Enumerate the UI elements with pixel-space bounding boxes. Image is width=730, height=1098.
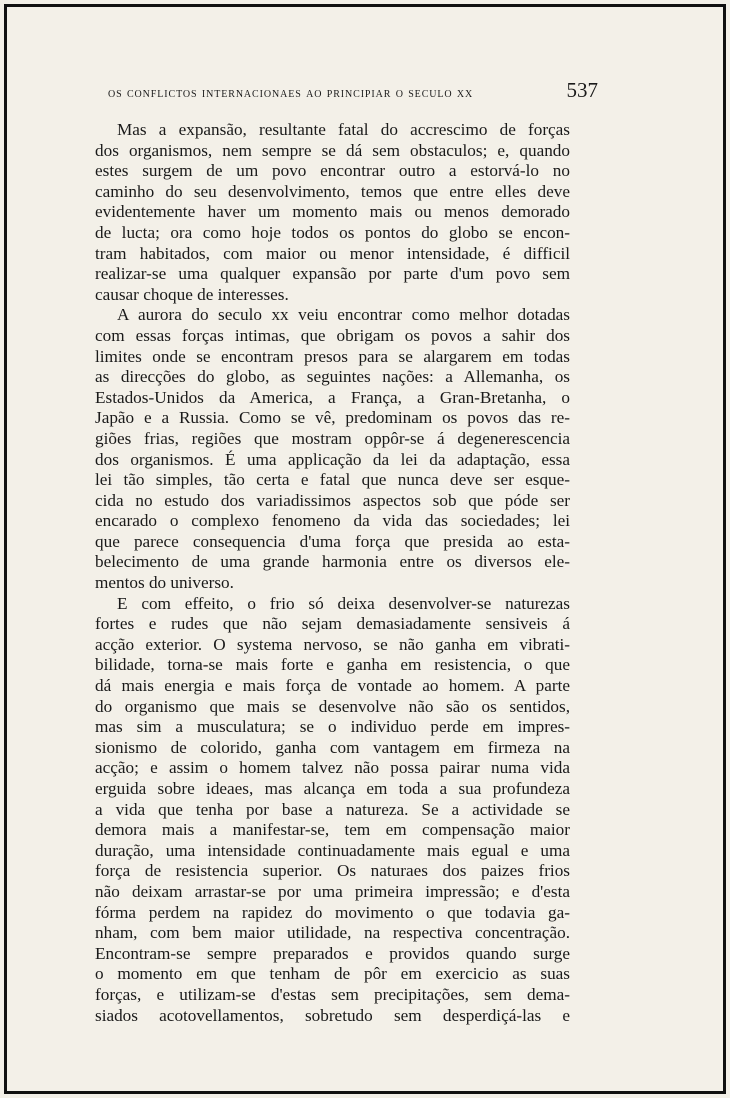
text-line: que parece consequencia d'uma força que presida ao esta- (95, 531, 570, 551)
text-line: não deixam arrastar-se por uma primeira impressão; e d'esta (95, 881, 570, 901)
text-line: Estados-Unidos da America, a França, a Gran-Bretanha, o (95, 387, 570, 407)
text-line: causar choque de interesses. (95, 284, 289, 304)
text-line: lei tão simples, tão certa e fatal que nunca deve ser esque- (95, 470, 570, 490)
text-line: mentos do universo. (95, 573, 234, 593)
text-line: Encontram-se sempre preparados e providos quando surge (95, 943, 570, 963)
text-line: tram habitados, com maior ou menor intensidade, é difficil (95, 243, 570, 263)
text-line: cida no estudo dos variadissimos aspectos sob que póde ser (95, 490, 570, 510)
text-line: a vida que tenha por base a natureza. Se a actividade se (95, 799, 570, 819)
text-line: força de resistencia superior. Os naturaes dos paizes frios (95, 861, 570, 881)
text-line: nham, com bem maior utilidade, na respectiva concentração. (95, 923, 570, 943)
text-line: bilidade, torna-se mais forte e ganha em resistencia, o que (95, 655, 570, 675)
text-line: dá mais energia e mais força de vontade ao homem. A parte (95, 676, 570, 696)
text-line: Japão e a Russia. Como se vê, predominam os povos das re- (95, 408, 570, 428)
text-line: acção exterior. O systema nervoso, se não ganha em vibrati- (95, 634, 570, 654)
running-title: os conflictos internacionaes ao principiar o seculo xx (108, 86, 474, 101)
text-line: E com effeito, o frio só deixa desenvolver-se naturezas (117, 593, 570, 613)
text-line: dos organismos, nem sempre se dá sem obstaculos; e, quando (95, 140, 570, 160)
text-line: de lucta; ora como hoje todos os pontos do globo se encon- (95, 222, 570, 242)
text-line: erguida sobre ideaes, mas alcança em toda a sua profundeza (95, 779, 570, 798)
text-line: evidentemente haver um momento mais ou menos demorado (95, 202, 570, 222)
text-line: o momento em que tenham de pôr em exercicio as suas (95, 964, 570, 984)
text-line: estes surgem de um povo encontrar outro a estorvá-lo no (95, 161, 570, 181)
body-text (95, 120, 570, 1026)
text-line: limites onde se encontram presos para se alargarem em todas (95, 346, 570, 366)
page-number: 537 (566, 78, 598, 102)
text-line: Mas a expansão, resultante fatal do accrescimo de forças (117, 120, 570, 139)
text-line: com essas forças intimas, que obrigam os povos a sahir dos (95, 325, 570, 345)
text-line: forças, e utilizam-se d'estas sem precipitações, sem dema- (95, 984, 570, 1004)
text-line: fortes e rudes que não sejam demasiadamente sensiveis á (95, 614, 570, 634)
text-line: duração, uma intensidade continuadamente mais egual e uma (95, 840, 570, 860)
text-line: as direcções do globo, as seguintes nações: a Allemanha, os (95, 367, 570, 387)
text-line: realizar-se uma qualquer expansão por parte d'um povo sem (95, 264, 570, 284)
text-line: belecimento de uma grande harmonia entre os diversos ele- (95, 552, 570, 572)
text-line: demora mais a manifestar-se, tem em compensação maior (95, 820, 570, 840)
text-line: mas sim a musculatura; se o individuo perde em impres- (95, 717, 570, 737)
text-line: dos organismos. É uma applicação da lei da adaptação, essa (95, 449, 570, 469)
text-line: encarado o complexo fenomeno da vida das sociedades; lei (95, 511, 570, 531)
text-line: caminho do seu desenvolvimento, temos que entre elles deve (95, 181, 570, 201)
text-line: sionismo de colorido, ganha com vantagem em firmeza na (95, 737, 570, 757)
text-line: acção; e assim o homem talvez não possa pairar numa vida (95, 758, 570, 778)
text-line: giões frias, regiões que mostram oppôr-se á degenerescencia (95, 428, 570, 448)
text-line: fórma perdem na rapidez do movimento o que todavia ga- (95, 902, 570, 922)
text-line: A aurora do seculo xx veiu encontrar como melhor dotadas (117, 305, 570, 325)
text-line: do organismo que mais se desenvolve não são os sentidos, (95, 696, 570, 716)
running-header (108, 78, 598, 103)
text-line: siados acotovellamentos, sobretudo sem desperdiçá-las e (95, 1005, 570, 1025)
